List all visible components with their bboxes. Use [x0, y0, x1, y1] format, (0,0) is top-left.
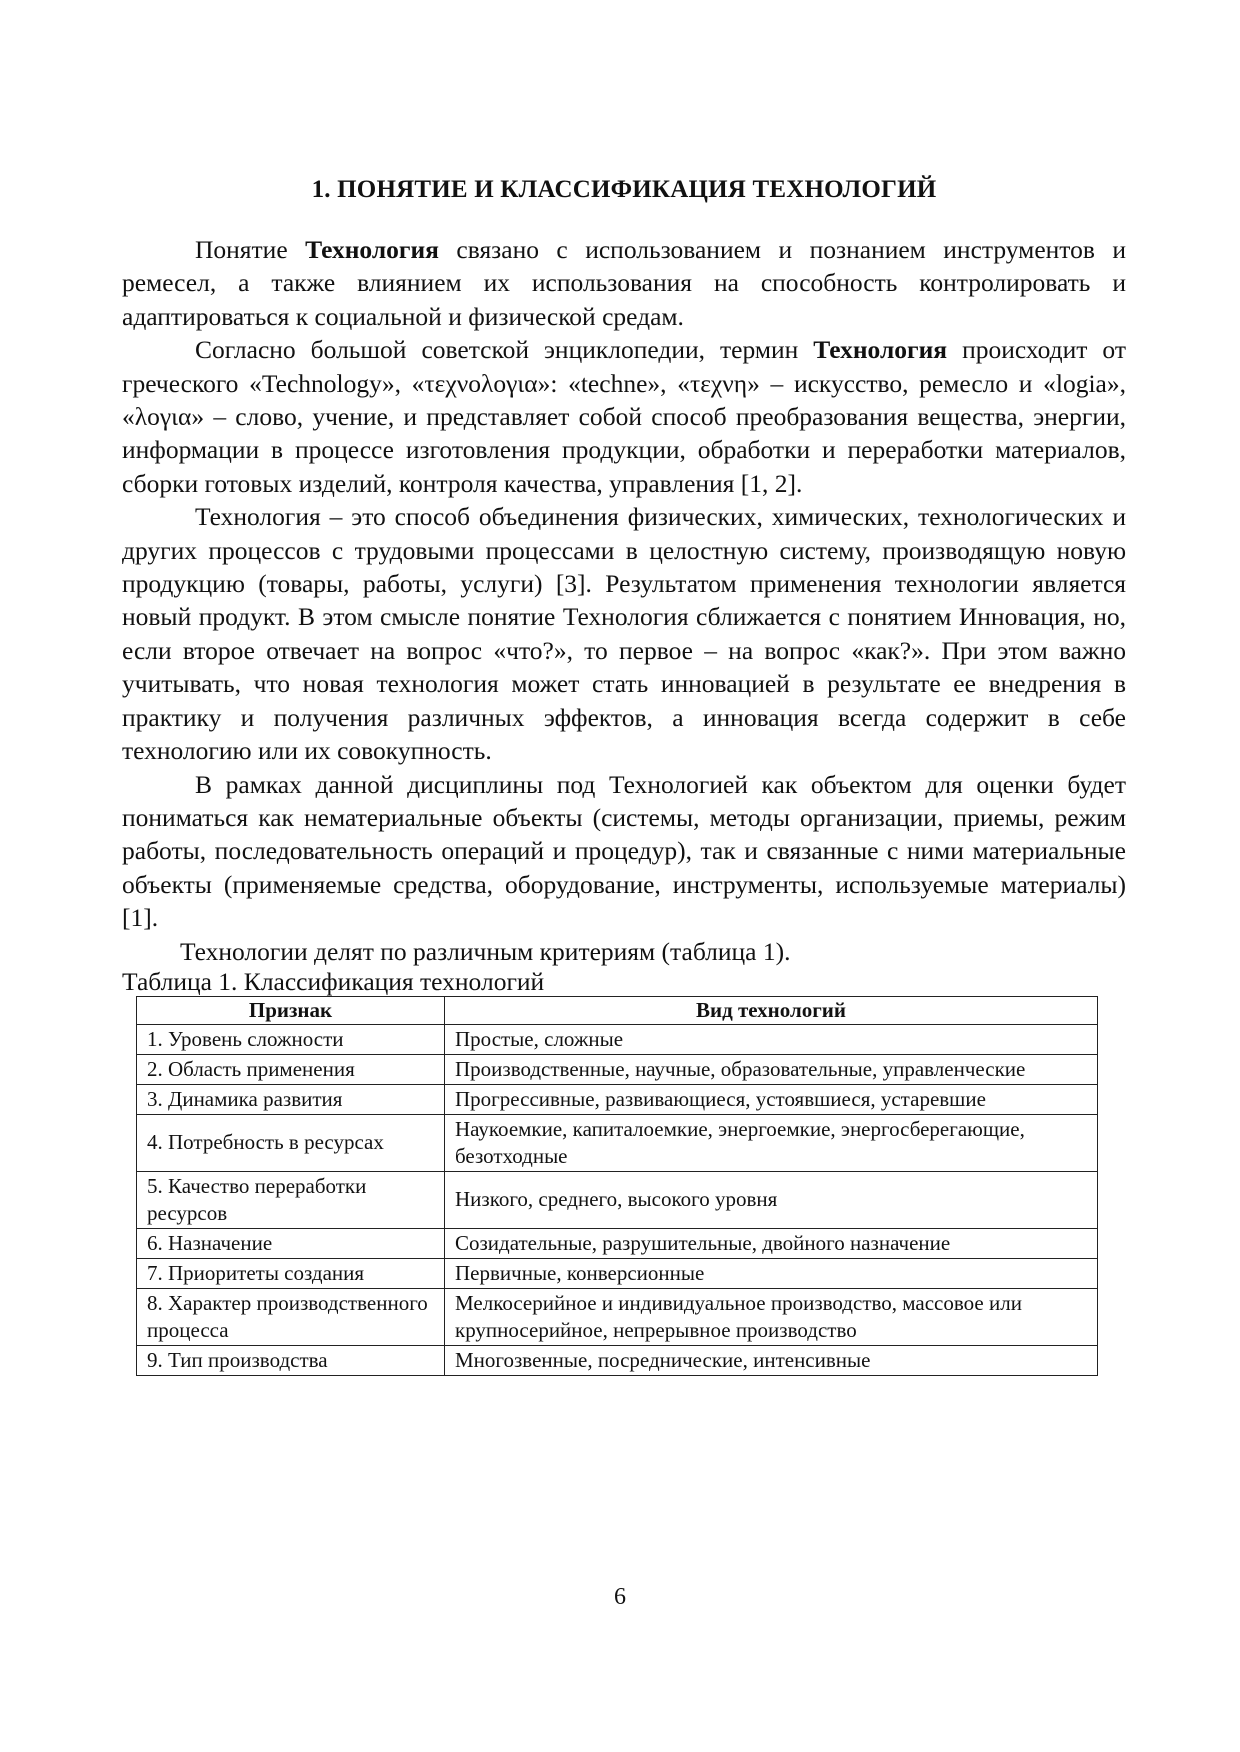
paragraph-1: Понятие Технология связано с использованием и познанием инструментов и ремесел, а также влиянием их использования на способность контролировать и адаптироваться к социальной и физической средам.	[122, 235, 1126, 331]
table-cell: Многозвенные, посреднические, интенсивные	[445, 1345, 1098, 1375]
term-bold: Технология	[813, 335, 948, 365]
table-row	[137, 1084, 1098, 1114]
table-cell: 1. Уровень сложности	[137, 1024, 445, 1054]
table-cell: Первичные, конверсионные	[445, 1258, 1098, 1288]
table-row	[137, 1024, 1098, 1054]
table-cell: 6. Назначение	[137, 1228, 445, 1258]
table-cell: 8. Характер производственного процесса	[137, 1288, 445, 1345]
page-number: 6	[614, 1584, 626, 1610]
table-cell: 9. Тип производства	[137, 1345, 445, 1375]
table-row	[137, 1114, 1098, 1171]
table-header-cell: Признак	[137, 996, 445, 1024]
table-row	[137, 1171, 1098, 1228]
paragraph-3: Технология – это способ объединения физических, химических, технологических и других процессов с трудовыми процессами в целостную систему, производящую новую продукцию (товары, работы, услуги) [3]. Результатом применения технологии является новый продукт. В этом смысле понятие Технология сближается с понятием Инновация, но, если второе отвечает на вопрос «что?», то первое – на вопрос «как?». При этом важно учитывать, что новая технология может стать инновацией в результате ее внедрения в практику и получения различных эффектов, а инновация всегда содержит в себе технологию или их совокупность.	[122, 502, 1126, 766]
term-bold: Технология	[305, 235, 439, 264]
table-cell: 5. Качество переработки ресурсов	[137, 1171, 445, 1228]
table-cell: Низкого, среднего, высокого уровня	[445, 1171, 1098, 1228]
table-row	[137, 1228, 1098, 1258]
section-heading: 1. ПОНЯТИЕ И КЛАССИФИКАЦИЯ ТЕХНОЛОГИЙ	[311, 176, 937, 203]
table-row	[137, 1054, 1098, 1084]
table-row	[137, 1345, 1098, 1375]
table-header-cell: Вид технологий	[445, 996, 1098, 1024]
table-cell: Мелкосерийное и индивидуальное производство, массовое или крупносерийное, непрерывное производство	[445, 1288, 1098, 1345]
table-cell: Созидательные, разрушительные, двойного назначение	[445, 1228, 1098, 1258]
table-cell: 4. Потребность в ресурсах	[137, 1114, 445, 1171]
paragraph-2: Согласно большой советской энциклопедии, термин Технология происходит от греческого «Technology», «τεχνολογια»: «techne», «τεχνη» – искусство, ремесло и «logia», «λογια» – слово, учение, и представляет собой способ преобразования вещества, энергии, информации в процессе изготовления продукции, обработки и переработки материалов, сборки готовых изделий, контроля качества, управления [1, 2].	[122, 335, 1126, 498]
table-caption: Таблица 1. Классификация технологий	[122, 966, 545, 996]
paragraph-5: Технологии делят по различным критериям (таблица 1).	[180, 936, 791, 966]
table-header-row	[137, 996, 1098, 1024]
table-cell: 3. Динамика развития	[137, 1084, 445, 1114]
table-cell: Наукоемкие, капиталоемкие, энергоемкие, энергосберегающие, безотходные	[445, 1114, 1098, 1171]
table-row	[137, 1288, 1098, 1345]
paragraph-4: В рамках данной дисциплины под Технологией как объектом для оценки будет пониматься как нематериальные объекты (системы, методы организации, приемы, режим работы, последовательность операций и процедур), так и связанные с ними материальные объекты (применяемые средства, оборудование, инструменты, используемые материалы) [1].	[122, 769, 1126, 933]
classification-table	[136, 996, 1098, 1376]
table-cell: 7. Приоритеты создания	[137, 1258, 445, 1288]
table-cell: Простые, сложные	[445, 1024, 1098, 1054]
table-row	[137, 1258, 1098, 1288]
table-cell: 2. Область применения	[137, 1054, 445, 1084]
table-cell: Прогрессивные, развивающиеся, устоявшиеся, устаревшие	[445, 1084, 1098, 1114]
table-cell: Производственные, научные, образовательные, управленческие	[445, 1054, 1098, 1084]
page-content	[122, 174, 1126, 1376]
